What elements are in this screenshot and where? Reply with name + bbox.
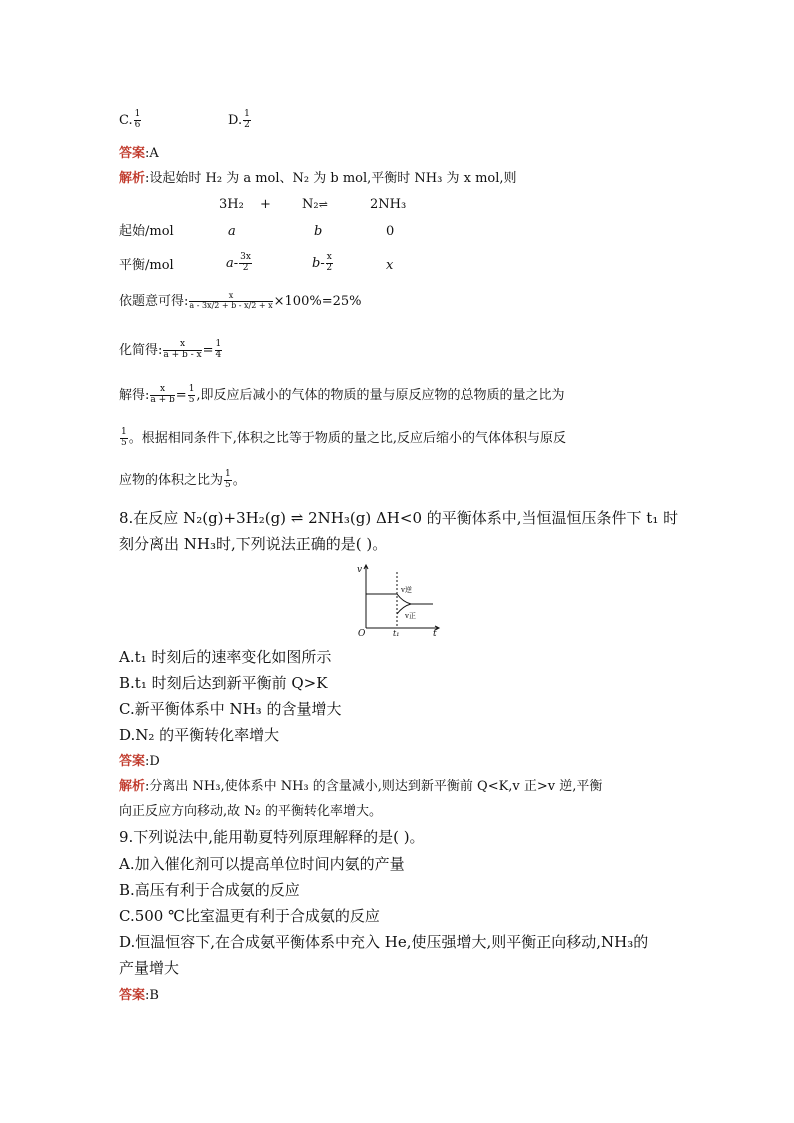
q7-answer: 答案:A	[119, 146, 159, 161]
graph-v-label: v	[357, 565, 363, 575]
q8-option-d: D.N₂ 的平衡转化率增大	[119, 726, 280, 744]
rate-time-graph	[355, 562, 445, 638]
q9-option-b: B.高压有利于合成氨的反应	[119, 881, 300, 899]
graph-v-ni-label: v逆	[401, 586, 412, 594]
q8-stem-2: 刻分离出 NH₃时,下列说法正确的是( )。	[119, 535, 388, 553]
q7-line3: 应物的体积之比为 $\frac{1}{5}$ 。	[119, 469, 246, 490]
q9-option-c: C.500 ℃比室温更有利于合成氨的反应	[119, 907, 380, 925]
row-initial-c: 0	[386, 224, 395, 239]
q8-stem-1: 8.在反应 N₂(g)+3H₂(g) ⇌ 2NH₃(g) ΔH<0 的平衡体系中,当恒温恒压条件下 t₁ 时	[119, 509, 679, 527]
row-equil-c: x	[386, 258, 394, 273]
q7-huajian: 化简得: $\frac{x}{a + b - x}$ = $\frac{1}{4}$	[119, 339, 222, 360]
graph-o-label: O	[358, 629, 366, 638]
q7-analysis-intro: 解析:设起始时 H₂ 为 a mol、N₂ 为 b mol,平衡时 NH₃ 为 x mol,则	[119, 171, 517, 186]
row-initial-label: 起始/mol	[119, 224, 174, 239]
q9-option-d-1: D.恒温恒容下,在合成氨平衡体系中充入 He,使压强增大,则平衡正向移动,NH₃的	[119, 933, 649, 951]
row-initial-b: b	[314, 224, 323, 239]
q9-stem: 9.下列说法中,能用勒夏特列原理解释的是( )。	[119, 828, 425, 846]
row-equil-b: b- $\frac{x}{2}$	[312, 252, 333, 273]
graph-t1-label: t₁	[393, 629, 400, 638]
option-c: C. $\frac{1}{6}$	[119, 109, 141, 130]
row-initial-a: a	[228, 224, 236, 239]
eq-nh3: 2NH₃	[370, 197, 407, 212]
row-equil-a: a- $\frac{3x}{2}$	[226, 252, 251, 273]
q9-option-a: A.加入催化剂可以提高单位时间内氨的产量	[119, 855, 405, 873]
q8-option-c: C.新平衡体系中 NH₃ 的含量增大	[119, 700, 342, 718]
q9-answer: 答案:B	[119, 988, 159, 1003]
q8-answer: 答案:D	[119, 754, 160, 769]
eq-h2: 3H₂	[219, 197, 244, 212]
eq-n2: N₂⇌	[302, 197, 328, 212]
q9-option-d-2: 产量增大	[119, 959, 180, 977]
q8-option-a: A.t₁ 时刻后的速率变化如图所示	[119, 648, 332, 666]
graph-t-label: t	[433, 629, 437, 638]
row-equil-label: 平衡/mol	[119, 258, 174, 273]
q8-option-b: B.t₁ 时刻后达到新平衡前 Q>K	[119, 674, 328, 692]
q8-analysis-2: 向正反应方向移动,故 N₂ 的平衡转化率增大。	[119, 804, 382, 819]
q7-line2: $\frac{1}{5}$ 。根据相同条件下,体积之比等于物质的量之比,反应后缩小的气体体积与原反	[121, 427, 566, 448]
option-d: D. $\frac{1}{2}$	[228, 109, 250, 130]
q8-analysis-1: 解析:分离出 NH₃,使体系中 NH₃ 的含量减小,则达到新平衡前 Q<K,v 正>v 逆,平衡	[119, 779, 603, 794]
q7-jiede: 解得: $\frac{x}{a + b}$ = $\frac{1}{5}$ ,即反应后减小的气体的物质的量与原反应物的总物质的量之比为	[119, 384, 565, 405]
q7-yiti: 依题意可得: $\frac{x}{a - 3x/2 + b - x/2 + x}$ ×100%=25%	[119, 291, 362, 310]
graph-v-ni-curve	[397, 594, 433, 604]
graph-v-zheng-label: v正	[405, 612, 416, 620]
eq-plus: +	[260, 197, 271, 212]
